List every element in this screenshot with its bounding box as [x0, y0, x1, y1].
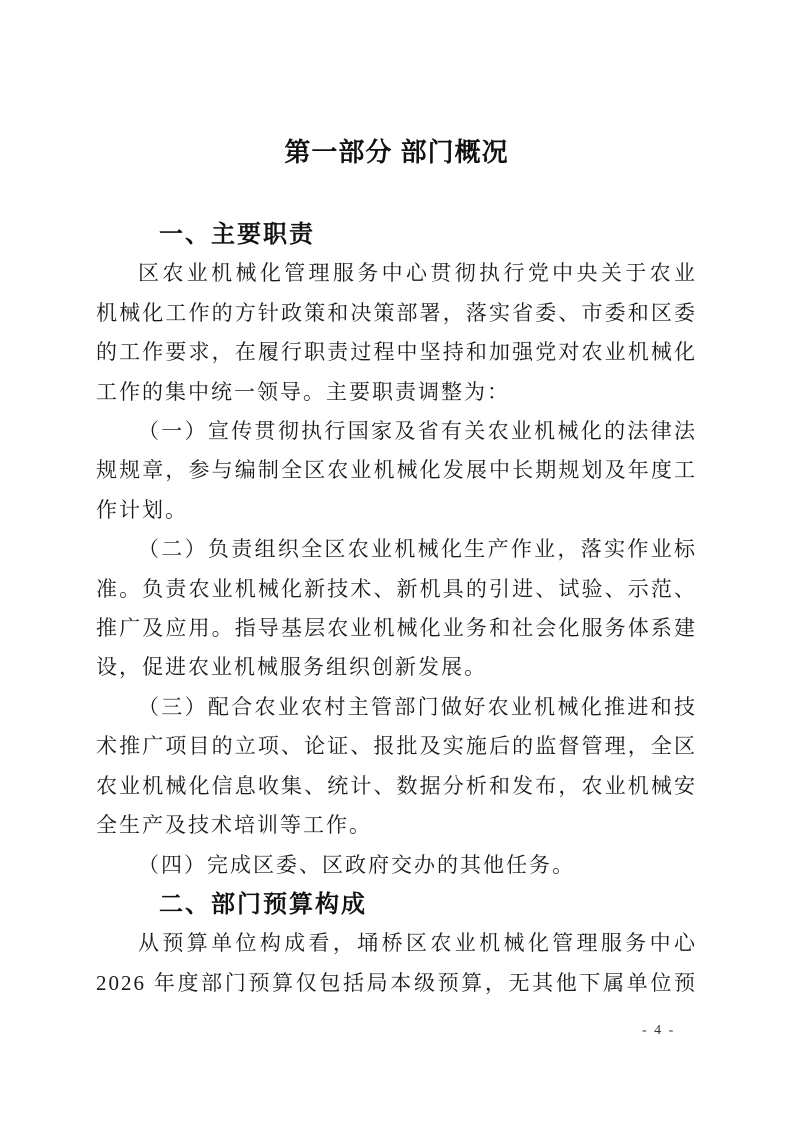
- page-number: - 4 -: [642, 1023, 676, 1038]
- duty-3-line: 全生产及技术培训等工作。: [96, 813, 372, 838]
- document-body: [96, 215, 697, 1003]
- main-duties-intro-line: 机械化工作的方针政策和决策部署，落实省委、市委和区委: [96, 300, 697, 325]
- duty-1-line: （一）宣传贯彻执行国家及省有关农业机械化的法律法: [138, 419, 697, 444]
- main-duties-intro-line: 的工作要求，在履行职责过程中坚持和加强党对农业机械化: [96, 340, 697, 365]
- budget-composition-line: 从预算单位构成看，埇桥区农业机械化管理服务中心: [138, 931, 697, 956]
- duty-2-line: （二）负责组织全区农业机械化生产作业，落实作业标: [138, 537, 697, 562]
- duty-3-line: 术推广项目的立项、论证、报批及实施后的监督管理，全区: [96, 734, 697, 759]
- duty-1-line: 作计划。: [96, 497, 188, 522]
- heading-section-1: 一、主要职责: [159, 221, 315, 248]
- duty-2-line: 推广及应用。指导基层农业机械化业务和社会化服务体系建: [96, 616, 697, 641]
- duty-1-line: 规规章，参与编制全区农业机械化发展中长期规划及年度工: [96, 458, 697, 483]
- budget-composition-line: 2026 年度部门预算仅包括局本级预算，无其他下属单位预: [96, 970, 697, 995]
- heading-section-2: 二、部门预算构成: [159, 890, 367, 918]
- duty-3-line: 农业机械化信息收集、统计、数据分析和发布，农业机械安: [96, 773, 697, 798]
- duty-2-line: 设，促进农业机械服务组织创新发展。: [96, 655, 487, 680]
- main-duties-intro-line: 工作的集中统一领导。主要职责调整为：: [96, 379, 510, 404]
- page-title: 第一部分 部门概况: [284, 137, 509, 167]
- duty-4-line: （四）完成区委、区政府交办的其他任务。: [138, 852, 575, 877]
- duty-3-line: （三）配合农业农村主管部门做好农业机械化推进和技: [138, 694, 697, 719]
- main-duties-intro-line: 区农业机械化管理服务中心贯彻执行党中央关于农业: [138, 261, 697, 286]
- duty-2-line: 准。负责农业机械化新技术、新机具的引进、试验、示范、: [96, 576, 697, 601]
